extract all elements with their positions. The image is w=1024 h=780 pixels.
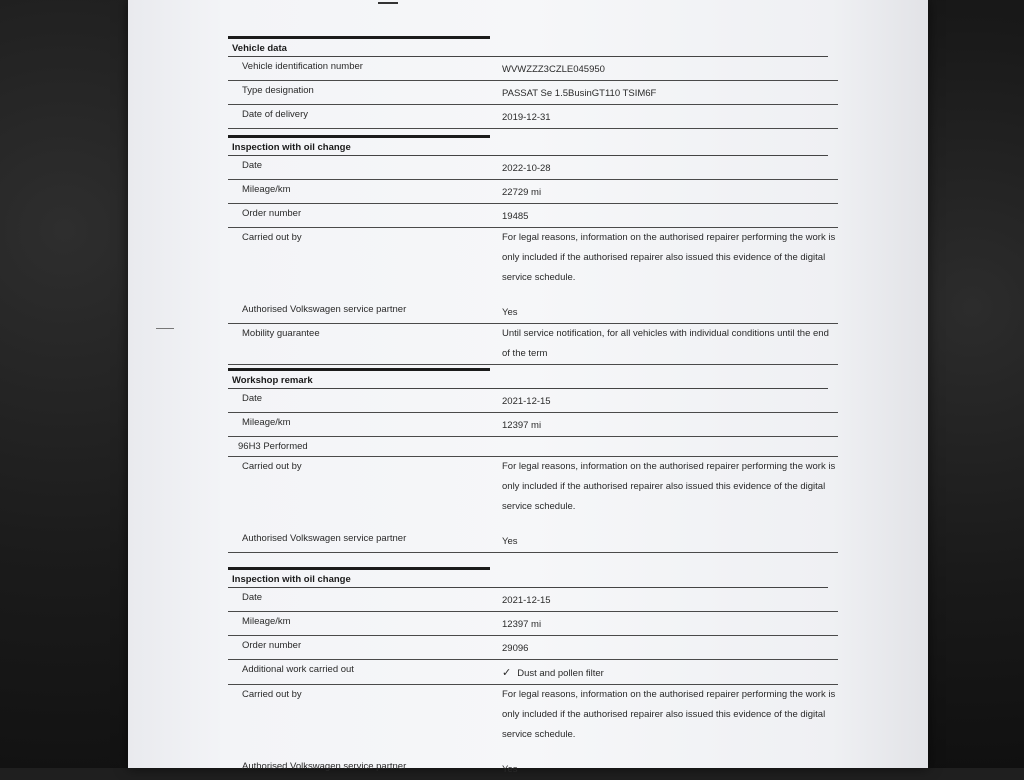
additional-work-value: Dust and pollen filter <box>517 668 604 679</box>
inspection-section-1 <box>228 135 838 365</box>
vehicle-data-section <box>228 36 838 129</box>
table-row <box>228 180 838 204</box>
table-row <box>228 300 838 324</box>
row-value: For legal reasons, information on the authorised repairer performing the work is only included if the authorised repairer also issued this evidence of the digital service schedule. <box>502 689 836 740</box>
table-row <box>228 529 838 553</box>
row-value: 22729 mi <box>502 187 542 198</box>
row-value <box>490 437 838 440</box>
table-row <box>228 57 838 81</box>
row-label: Carried out by <box>242 689 302 700</box>
row-label: Mileage/km <box>242 184 291 195</box>
table-row <box>228 437 838 457</box>
service-document <box>128 0 928 775</box>
row-value: 12397 mi <box>502 420 542 431</box>
row-label: Mileage/km <box>242 616 291 627</box>
row-label: Date <box>242 393 263 404</box>
row-label: Type designation <box>242 85 314 96</box>
row-label: Order number <box>242 640 302 651</box>
row-value: 2022-10-28 <box>502 163 551 174</box>
row-label: 96H3 Performed <box>238 441 308 452</box>
row-label: Authorised Volkswagen service partner <box>242 533 407 544</box>
table-row <box>228 588 838 612</box>
section-title: Inspection with oil change <box>228 567 490 587</box>
table-row <box>228 156 838 180</box>
row-label: Mobility guarantee <box>242 328 320 339</box>
table-row <box>228 685 838 757</box>
table-row <box>228 636 838 660</box>
row-value: 2021-12-15 <box>502 595 551 606</box>
row-value <box>490 660 838 684</box>
row-value: Yes <box>502 764 518 775</box>
row-label: Date <box>242 160 263 171</box>
top-fragment <box>378 0 398 4</box>
workshop-remark-section <box>228 368 838 553</box>
section-title: Vehicle data <box>228 36 490 56</box>
row-label: Date of delivery <box>242 109 309 120</box>
checkmark-icon: ✓ <box>502 667 512 679</box>
row-label: Vehicle identification number <box>242 61 363 72</box>
inspection-section-2 <box>228 567 838 780</box>
row-label: Authorised Volkswagen service partner <box>242 304 407 315</box>
row-label: Carried out by <box>242 232 302 243</box>
table-row <box>228 204 838 228</box>
table-row <box>228 413 838 437</box>
table-row <box>228 228 838 300</box>
table-row <box>228 105 838 129</box>
row-value: For legal reasons, information on the authorised repairer performing the work is only included if the authorised repairer also issued this evidence of the digital service schedule. <box>502 461 836 512</box>
section-title: Workshop remark <box>228 368 490 388</box>
table-row <box>228 457 838 529</box>
table-row <box>228 660 838 685</box>
table-row <box>228 389 838 413</box>
table-row <box>228 81 838 105</box>
edge-mark <box>156 328 174 329</box>
section-title: Inspection with oil change <box>228 135 490 155</box>
row-value: PASSAT Se 1.5BusinGT110 TSIM6F <box>502 88 657 99</box>
row-label: Authorised Volkswagen service partner <box>242 761 407 772</box>
row-value: For legal reasons, information on the authorised repairer performing the work is only included if the authorised repairer also issued this evidence of the digital service schedule. <box>502 232 836 283</box>
row-label: Additional work carried out <box>242 664 354 675</box>
row-label: Date <box>242 592 263 603</box>
table-row <box>228 612 838 636</box>
row-value: WVWZZZ3CZLE045950 <box>502 64 605 75</box>
row-value: 2019-12-31 <box>502 112 551 123</box>
row-label: Order number <box>242 208 302 219</box>
row-value: 19485 <box>502 211 529 222</box>
row-label: Mileage/km <box>242 417 291 428</box>
row-value: Yes <box>502 307 518 318</box>
table-row <box>228 324 838 365</box>
table-row <box>228 757 838 780</box>
row-label: Carried out by <box>242 461 302 472</box>
row-value: Yes <box>502 536 518 547</box>
row-value: Until service notification, for all vehicles with individual conditions until the end of the term <box>502 328 829 359</box>
row-value: 29096 <box>502 643 529 654</box>
row-value: 12397 mi <box>502 619 542 630</box>
row-value: 2021-12-15 <box>502 396 551 407</box>
